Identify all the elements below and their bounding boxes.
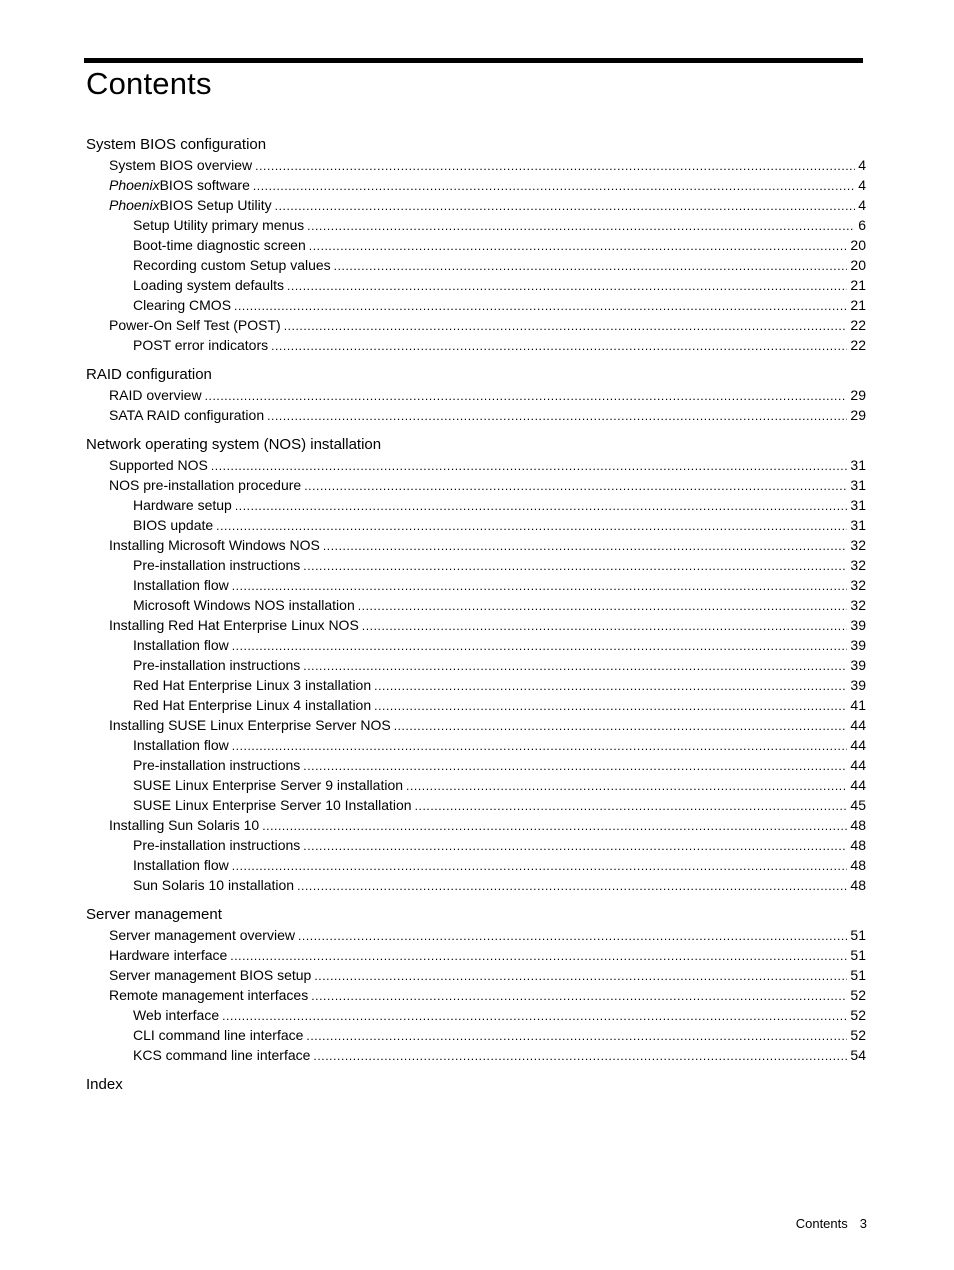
toc-entry[interactable]	[86, 475, 866, 495]
toc-entry-label: Pre-installation instructions	[133, 657, 301, 673]
toc-entry[interactable]	[86, 195, 866, 215]
toc-entry-page: 44	[850, 737, 866, 753]
toc-entry-label: Installation flow	[133, 737, 229, 753]
toc-entry[interactable]	[86, 155, 866, 175]
toc-entry[interactable]	[86, 495, 866, 515]
toc-entry-label: Red Hat Enterprise Linux 4 installation	[133, 697, 372, 713]
dot-leader	[275, 196, 856, 216]
toc-entry[interactable]	[86, 1005, 866, 1025]
dot-leader	[303, 556, 847, 576]
toc-entry-page: 51	[850, 927, 866, 943]
toc-entry-page: 22	[850, 337, 866, 353]
toc-entry-label: POST error indicators	[133, 337, 269, 353]
toc-entry-page: 39	[850, 637, 866, 653]
dot-leader	[309, 236, 848, 256]
toc-entry[interactable]	[86, 175, 866, 195]
toc-entry-page: 29	[850, 387, 866, 403]
toc-entry-page: 39	[850, 657, 866, 673]
dot-leader	[313, 1046, 847, 1066]
dot-leader	[303, 756, 847, 776]
toc-section-title[interactable]: Server management	[86, 906, 222, 923]
toc-entry[interactable]	[86, 695, 866, 715]
dot-leader	[253, 176, 855, 196]
toc-entry-label: RAID overview	[109, 387, 202, 403]
toc-entry-page: 6	[858, 217, 866, 233]
toc-section-title[interactable]: Network operating system (NOS) installation	[86, 436, 382, 453]
dot-leader	[362, 616, 848, 636]
toc-section	[86, 905, 866, 1065]
dot-leader	[297, 876, 847, 896]
dot-leader	[298, 926, 847, 946]
toc-entry-page: 31	[850, 517, 866, 533]
toc-entry-label: System BIOS overview	[109, 157, 253, 173]
toc-entry-label-text: BIOS software	[159, 177, 250, 193]
toc-entry[interactable]	[86, 755, 866, 775]
toc-entry-label: SATA RAID configuration	[109, 407, 265, 423]
toc-entry-page: 29	[850, 407, 866, 423]
toc-entry[interactable]	[86, 515, 866, 535]
dot-leader	[306, 1026, 847, 1046]
table-of-contents	[86, 135, 866, 1105]
toc-entry-page: 32	[850, 557, 866, 573]
toc-entry-label: BIOS update	[133, 517, 214, 533]
toc-entry-page: 39	[850, 677, 866, 693]
dot-leader	[358, 596, 848, 616]
toc-entry[interactable]	[86, 715, 866, 735]
toc-entry-label: Recording custom Setup values	[133, 257, 331, 273]
toc-entry-label	[109, 195, 272, 215]
dot-leader	[304, 476, 847, 496]
toc-entry-page: 54	[850, 1047, 866, 1063]
toc-entry-label: Installation flow	[133, 857, 229, 873]
toc-section-title[interactable]: System BIOS configuration	[86, 136, 267, 153]
toc-entry-label: Loading system defaults	[133, 277, 284, 293]
toc-entry[interactable]	[86, 215, 866, 235]
dot-leader	[334, 256, 848, 276]
footer-label: Contents	[795, 1216, 848, 1231]
dot-leader	[205, 386, 848, 406]
toc-entry-label: SUSE Linux Enterprise Server 10 Installation	[133, 797, 412, 813]
toc-entry-label: Installation flow	[133, 577, 229, 593]
toc-entry-page: 20	[850, 237, 866, 253]
toc-entry-page: 48	[850, 817, 866, 833]
toc-section-title[interactable]: RAID configuration	[86, 366, 212, 383]
dot-leader	[323, 536, 848, 556]
toc-entry-page: 52	[850, 1007, 866, 1023]
toc-entry-page: 52	[850, 987, 866, 1003]
toc-entry[interactable]	[86, 235, 866, 255]
toc-entry-page: 44	[850, 777, 866, 793]
toc-entry-label-text: BIOS Setup Utility	[159, 197, 272, 213]
toc-entry-label: CLI command line interface	[133, 1027, 304, 1043]
toc-entry-label: Red Hat Enterprise Linux 3 installation	[133, 677, 372, 693]
toc-entry-label: Installing Microsoft Windows NOS	[109, 537, 320, 553]
toc-entry-page: 52	[850, 1027, 866, 1043]
page-title: Contents	[86, 66, 212, 101]
toc-entry-label-italic-prefix: Phoenix	[109, 177, 160, 193]
toc-section	[86, 135, 866, 355]
toc-entry[interactable]	[86, 255, 866, 275]
dot-leader	[374, 676, 847, 696]
dot-leader	[216, 516, 847, 536]
toc-entry-page: 4	[858, 197, 866, 213]
dot-leader	[415, 796, 848, 816]
toc-entry-label: Pre-installation instructions	[133, 757, 301, 773]
dot-leader	[307, 216, 855, 236]
dot-leader	[311, 986, 847, 1006]
toc-entry[interactable]	[86, 875, 866, 895]
dot-leader	[232, 856, 848, 876]
toc-entry-label: Supported NOS	[109, 457, 208, 473]
toc-entry-label: Hardware interface	[109, 947, 228, 963]
toc-entry-label: Clearing CMOS	[133, 297, 232, 313]
toc-entry-label: Pre-installation instructions	[133, 837, 301, 853]
toc-entry-label	[109, 175, 250, 195]
toc-entry[interactable]	[86, 455, 866, 475]
dot-leader	[255, 156, 855, 176]
toc-entry[interactable]	[86, 1045, 866, 1065]
toc-entry-page: 48	[850, 837, 866, 853]
toc-entry[interactable]	[86, 985, 866, 1005]
toc-entry-label: KCS command line interface	[133, 1047, 311, 1063]
toc-entry-page: 48	[850, 857, 866, 873]
toc-entry-page: 20	[850, 257, 866, 273]
toc-section	[86, 1075, 866, 1095]
toc-entry-page: 31	[850, 477, 866, 493]
toc-entry[interactable]	[86, 1025, 866, 1045]
toc-entry-page: 45	[850, 797, 866, 813]
toc-entry-label: Web interface	[133, 1007, 220, 1023]
toc-entry-page: 51	[850, 967, 866, 983]
toc-entry-label: Power-On Self Test (POST)	[109, 317, 281, 333]
toc-entry[interactable]	[86, 575, 866, 595]
dot-leader	[230, 946, 847, 966]
toc-entry-label: Pre-installation instructions	[133, 557, 301, 573]
dot-leader	[222, 1006, 847, 1026]
toc-entry[interactable]	[86, 275, 866, 295]
dot-leader	[232, 576, 848, 596]
toc-section	[86, 365, 866, 425]
toc-entry-page: 21	[850, 277, 866, 293]
toc-entry-page: 4	[858, 177, 866, 193]
toc-section-title[interactable]: Index	[86, 1076, 123, 1093]
dot-leader	[406, 776, 847, 796]
toc-entry-label: Installing SUSE Linux Enterprise Server NOS	[109, 717, 391, 733]
dot-leader	[303, 836, 847, 856]
dot-leader	[262, 816, 847, 836]
toc-entry-page: 51	[850, 947, 866, 963]
toc-entry-page: 44	[850, 757, 866, 773]
toc-entry[interactable]	[86, 315, 866, 335]
toc-entry-page: 48	[850, 877, 866, 893]
toc-entry-label: Server management overview	[109, 927, 295, 943]
toc-entry[interactable]	[86, 835, 866, 855]
toc-entry-label: Hardware setup	[133, 497, 232, 513]
toc-entry[interactable]	[86, 295, 866, 315]
toc-entry-page: 41	[850, 697, 866, 713]
toc-entry[interactable]	[86, 855, 866, 875]
toc-entry[interactable]	[86, 555, 866, 575]
dot-leader	[235, 496, 848, 516]
toc-entry[interactable]	[86, 595, 866, 615]
toc-entry[interactable]	[86, 385, 866, 405]
toc-entry-label: Installing Sun Solaris 10	[109, 817, 260, 833]
toc-entry-label: Installation flow	[133, 637, 229, 653]
toc-entry-label: Remote management interfaces	[109, 987, 309, 1003]
toc-entry[interactable]	[86, 655, 866, 675]
dot-leader	[287, 276, 847, 296]
dot-leader	[303, 656, 847, 676]
toc-entry-label: Boot-time diagnostic screen	[133, 237, 306, 253]
dot-leader	[211, 456, 848, 476]
toc-entry-page: 32	[850, 537, 866, 553]
toc-entry-page: 39	[850, 617, 866, 633]
toc-entry-label: SUSE Linux Enterprise Server 9 installation	[133, 777, 404, 793]
toc-entry-page: 31	[850, 457, 866, 473]
toc-entry-page: 32	[850, 597, 866, 613]
toc-entry[interactable]	[86, 405, 866, 425]
footer-page-number: 3	[859, 1216, 867, 1231]
toc-entry[interactable]	[86, 945, 866, 965]
dot-leader	[234, 296, 847, 316]
toc-entry[interactable]	[86, 795, 866, 815]
dot-leader	[314, 966, 847, 986]
toc-entry-label: Setup Utility primary menus	[133, 217, 305, 233]
page-footer	[796, 1216, 867, 1231]
toc-entry-label: Microsoft Windows NOS installation	[133, 597, 355, 613]
dot-leader	[232, 636, 848, 656]
toc-entry-page: 22	[850, 317, 866, 333]
dot-leader	[394, 716, 848, 736]
toc-entry-label: Sun Solaris 10 installation	[133, 877, 295, 893]
toc-entry-label: NOS pre-installation procedure	[109, 477, 302, 493]
toc-entry-page: 4	[858, 157, 866, 173]
toc-entry[interactable]	[86, 925, 866, 945]
toc-entry[interactable]	[86, 735, 866, 755]
toc-entry[interactable]	[86, 335, 866, 355]
toc-entry-page: 21	[850, 297, 866, 313]
toc-entry[interactable]	[86, 965, 866, 985]
title-rule	[84, 58, 863, 63]
dot-leader	[232, 736, 848, 756]
toc-entry[interactable]	[86, 815, 866, 835]
toc-entry-page: 44	[850, 717, 866, 733]
dot-leader	[271, 336, 847, 356]
toc-entry[interactable]	[86, 675, 866, 695]
toc-entry-label: Installing Red Hat Enterprise Linux NOS	[109, 617, 359, 633]
toc-entry-page: 32	[850, 577, 866, 593]
toc-entry[interactable]	[86, 615, 866, 635]
dot-leader	[267, 406, 847, 426]
toc-entry[interactable]	[86, 535, 866, 555]
dot-leader	[374, 696, 847, 716]
toc-section	[86, 435, 866, 895]
toc-entry[interactable]	[86, 635, 866, 655]
toc-entry-page: 31	[850, 497, 866, 513]
toc-entry-label-italic-prefix: Phoenix	[109, 197, 160, 213]
dot-leader	[284, 316, 848, 336]
toc-entry[interactable]	[86, 775, 866, 795]
toc-entry-label: Server management BIOS setup	[109, 967, 312, 983]
